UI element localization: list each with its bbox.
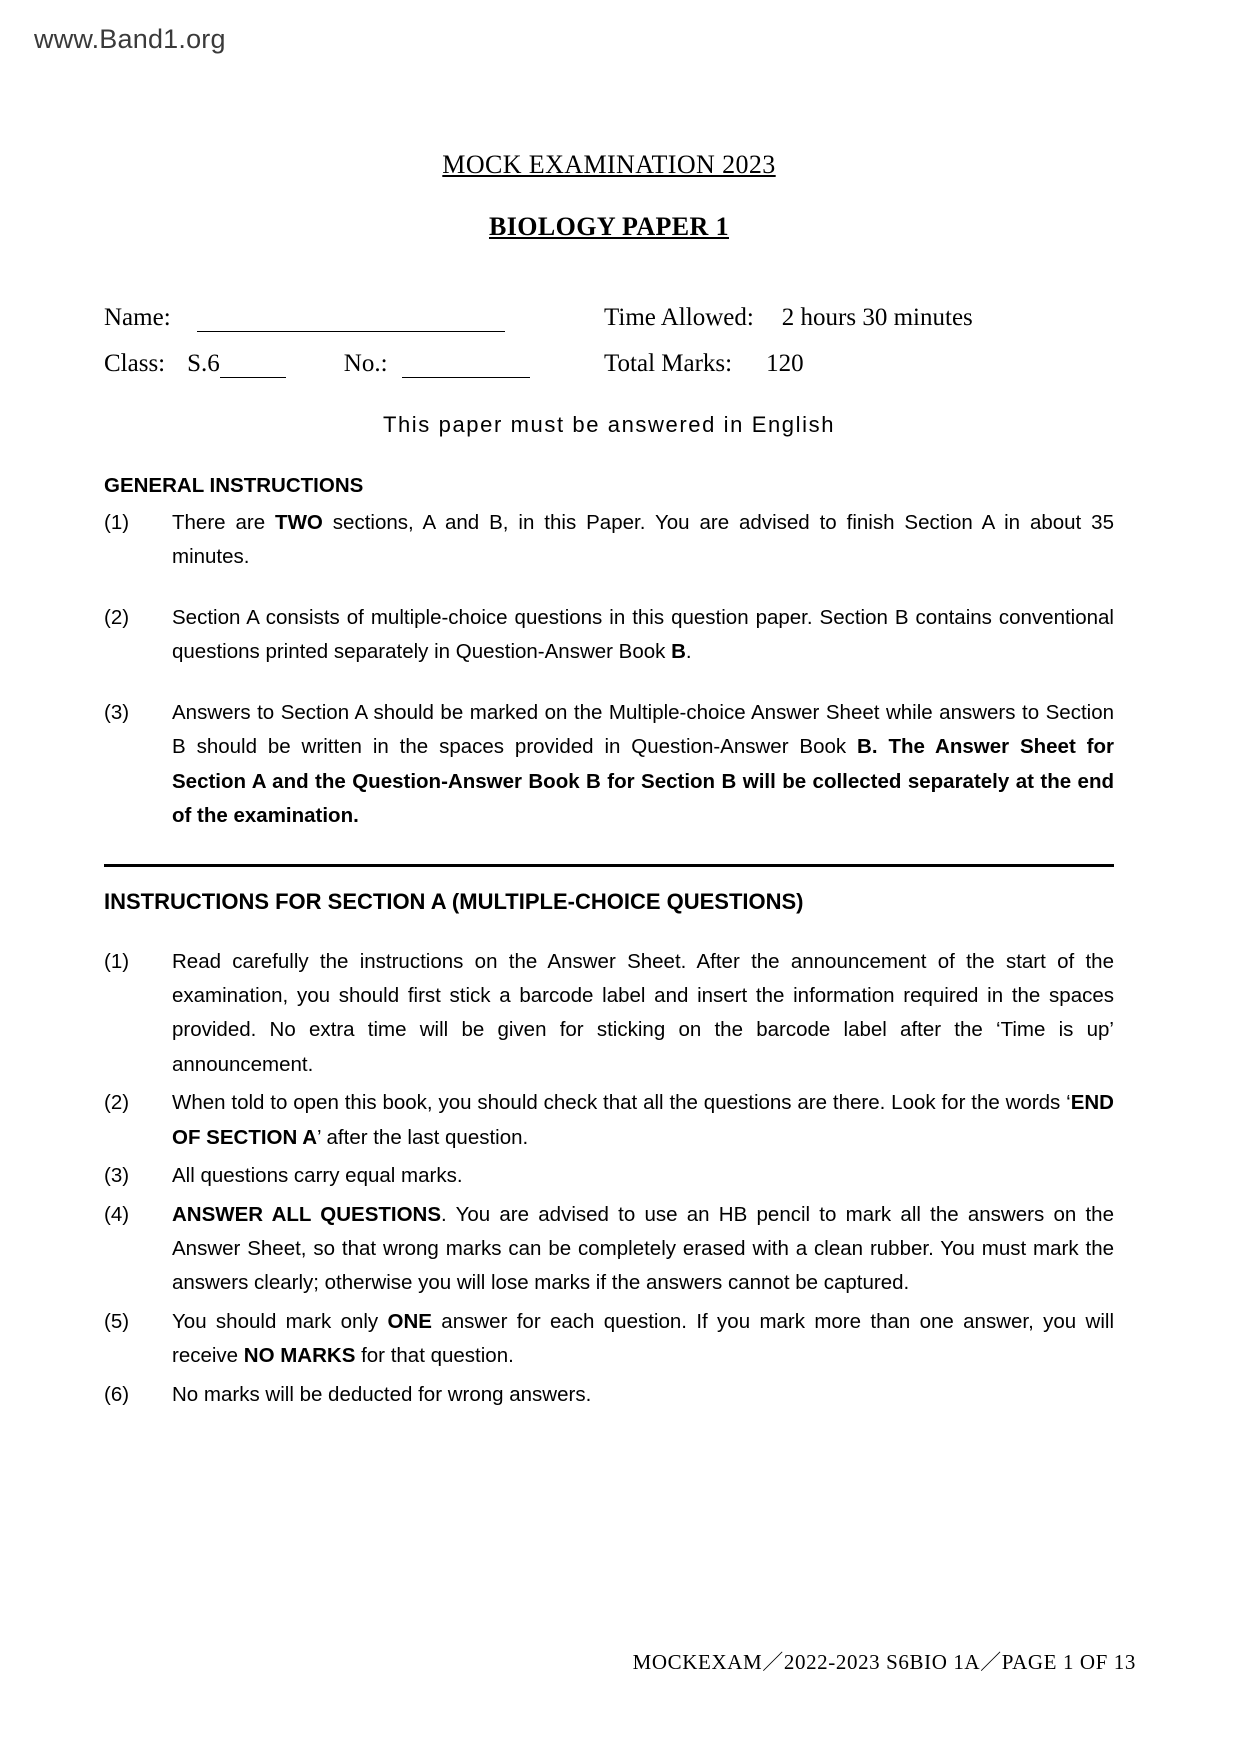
- english-notice: This paper must be answered in English: [382, 412, 836, 437]
- item-number: (3): [104, 700, 130, 724]
- list-item: [104, 945, 1114, 1083]
- list-item: [104, 1086, 1114, 1155]
- item-number: (3): [104, 1164, 130, 1188]
- item-text: There are TWO sections, A and B, in this Paper. You are advised to finish Section A in about 35 minutes.: [172, 511, 1114, 569]
- item-text: All questions carry equal marks.: [172, 1164, 463, 1188]
- total-marks-value: 120: [766, 350, 804, 377]
- item-number: (1): [104, 949, 130, 973]
- list-item: [104, 1159, 1114, 1193]
- class-value: S.6: [187, 350, 220, 377]
- item-number: (6): [104, 1382, 130, 1406]
- item-text: Section A consists of multiple-choice questions in this question paper. Section B contains conventional questions printed separately in Question-Answer Book B.: [172, 605, 1114, 664]
- total-marks-label: Total Marks:: [604, 350, 733, 377]
- title-block: [104, 150, 1114, 242]
- general-instructions-list: [104, 506, 1114, 834]
- list-item: [104, 1378, 1114, 1412]
- name-label: Name:: [104, 304, 171, 331]
- item-text: ANSWER ALL QUESTIONS. You are advised to use an HB pencil to mark all the answers on the Answer Sheet, so that wrong marks can be completely erased with a clean rubber. You must mark the answers clearly; otherwise you will lose marks if the answers cannot be captured.: [172, 1202, 1114, 1295]
- list-item: [104, 601, 1114, 670]
- name-row: [104, 304, 1114, 332]
- time-allowed-value: 2 hours 30 minutes: [781, 304, 973, 331]
- page-title: MOCK EXAMINATION 2023: [442, 150, 776, 179]
- item-number: (4): [104, 1202, 130, 1226]
- document-content: [104, 150, 1114, 1416]
- item-text: Answers to Section A should be marked on the Multiple-choice Answer Sheet while answers to Section B should be written in the spaces provided in Question-Answer Book B. The Answer Sheet for Section A and the Question-Answer Book B for Section B will be collected separately at the end of the examination.: [172, 700, 1115, 828]
- item-number: (2): [104, 605, 130, 629]
- item-text: No marks will be deducted for wrong answers.: [172, 1382, 592, 1406]
- list-item: [104, 696, 1114, 834]
- class-input[interactable]: [220, 357, 286, 378]
- list-item: [104, 506, 1114, 575]
- list-item: [104, 1198, 1114, 1301]
- page-footer: MOCKEXAM／2022-2023 S6BIO 1A／PAGE 1 OF 13: [632, 1650, 1136, 1674]
- item-text: When told to open this book, you should check that all the questions are there. Look for the words ‘END OF SECTION A’ after the last question.: [172, 1091, 1114, 1149]
- time-allowed-label: Time Allowed:: [604, 304, 754, 331]
- list-item: [104, 1305, 1114, 1374]
- number-label: No.:: [343, 350, 388, 377]
- page-subtitle: BIOLOGY PAPER 1: [488, 212, 729, 241]
- candidate-fields: [104, 304, 1114, 378]
- number-input[interactable]: [402, 357, 530, 378]
- section-divider: [104, 864, 1114, 867]
- class-label: Class:: [104, 350, 166, 377]
- site-watermark: www.Band1.org: [34, 24, 226, 54]
- general-instructions-heading: GENERAL INSTRUCTIONS: [104, 474, 364, 497]
- item-text: Read carefully the instructions on the Answer Sheet. After the announcement of the start of the examination, you should first stick a barcode label and insert the information required in the spaces provided. No extra time will be given for sticking on the barcode label after the ‘Time is up’ announcement.: [172, 949, 1114, 1076]
- item-number: (5): [104, 1309, 130, 1333]
- class-row: [104, 350, 1114, 378]
- item-number: (1): [104, 511, 130, 534]
- name-input[interactable]: [197, 311, 505, 332]
- item-number: (2): [104, 1091, 130, 1115]
- section-a-instructions-list: [104, 945, 1114, 1413]
- item-text: You should mark only ONE answer for each question. If you mark more than one answer, you will receive NO MARKS for that question.: [172, 1309, 1114, 1368]
- section-a-heading: INSTRUCTIONS FOR SECTION A (MULTIPLE-CHOICE QUESTIONS): [104, 888, 804, 914]
